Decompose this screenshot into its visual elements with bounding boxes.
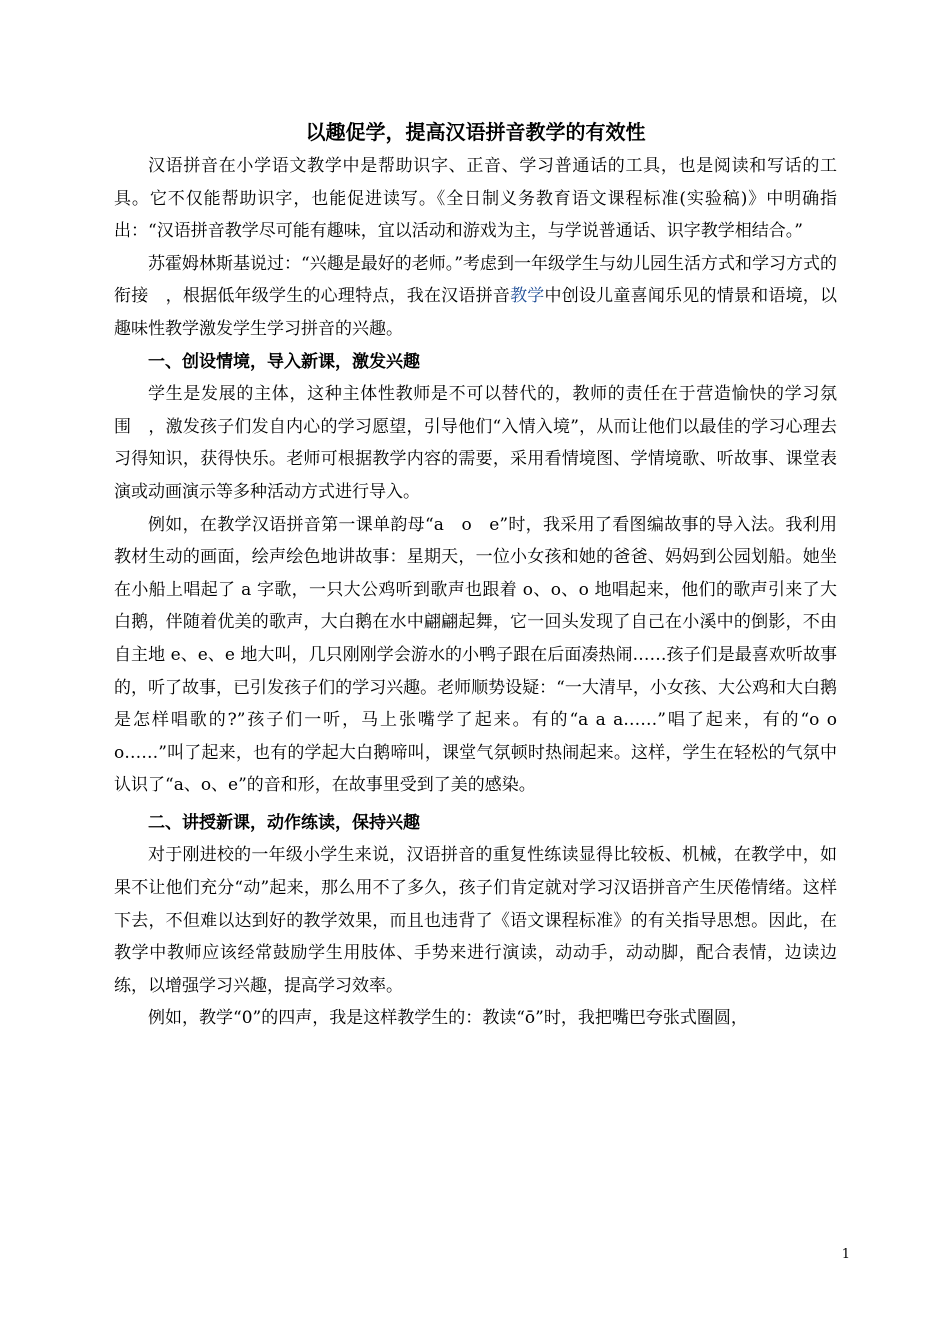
paragraph-section1-example: 例如，在教学汉语拼音第一课单韵母“a o e”时，我采用了看图编故事的导入法。我利用教材生动的画面，绘声绘色地讲故事：星期天，一位小女孩和她的爸爸、妈妈到公园划船。她坐在小船上唱起了 a 字歌，一只大公鸡听到歌声也跟着 o、o、o 地唱起来，他们的歌声引来了大白鹅，伴随着优美的歌声，大白鹅在水中翩翩起舞，它一回头发现了自己在小溪中的倒影，不由自主地 e、e、e 地大叫，几只刚刚学会游水的小鸭子跟在后面凑热闹……孩子们是最喜欢听故事的，听了故事，已引发孩子们的学习兴趣。老师顺势设疑：“一大清早，小女孩、大公鸡和大白鹅是怎样唱歌的?”孩子们一听，马上张嘴学了起来。有的“a a a……”唱了起来，有的“o o o……”叫了起来，也有的学起大白鹅啼叫，课堂气氛顿时热闹起来。这样，学生在轻松的气氛中认识了“a、o、e”的音和形，在故事里受到了美的感染。	[114, 514, 837, 796]
document-body	[114, 150, 837, 1035]
section-heading-2: 二、讲授新课，动作练读，保持兴趣	[148, 812, 420, 833]
paragraph-interest-text-after: 中创设儿童喜闻乐见的情景和语境，以趣味性教学激发学生学习拼音的兴趣。	[114, 286, 838, 339]
paragraph-section2-example: 例如，教学“0”的四声，我是这样教学生的：教读“ō”时，我把嘴巴夸张式圈圆，	[148, 1008, 748, 1029]
paragraph-section2-main: 对于刚进校的一年级小学生来说，汉语拼音的重复性练读显得比较板、机械，在教学中，如果不让他们充分“动”起来，那么用不了多久，孩子们肯定就对学习汉语拼音产生厌倦情绪。这样下去，不但难以达到好的教学效果，而且也违背了《语文课程标准》的有关指导思想。因此，在教学中教师应该经常鼓励学生用肢体、手势来进行演读，动动手，动动脚，配合表情，边读边练，以增强学习兴趣，提高学习效率。	[114, 845, 837, 996]
page-number: 1	[841, 1247, 850, 1262]
paragraph-intro: 汉语拼音在小学语文教学中是帮助识字、正音、学习普通话的工具，也是阅读和写话的工具。它不仅能帮助识字，也能促进读写。《全日制义务教育语文课程标准(实验稿)》中明确指出：“汉语拼音教学尽可能有趣味，宜以活动和游戏为主，与学说普通话、识字教学相结合。”	[114, 156, 837, 242]
paragraph-section1-main: 学生是发展的主体，这种主体性教师是不可以替代的，教师的责任在于营造愉快的学习氛围 ，激发孩子们发自内心的学习愿望，引导他们“入情入境”，从而让他们以最佳的学习心理去习得知识，获得快乐。老师可根据教学内容的需要，采用看情境图、学情境歌、听故事、课堂表演或动画演示等多种活动方式进行导入。	[114, 384, 837, 502]
paragraph-interest-text-before: 苏霍姆林斯基说过：“兴趣是最好的老师。”考虑到一年级学生与幼儿园生活方式和学习方式的衔接 ，根据低年级学生的心理特点，我在汉语拼音	[114, 253, 837, 307]
section-heading-1: 一、创设情境，导入新课，激发兴趣	[148, 351, 420, 372]
document-title: 以趣促学，提高汉语拼音教学的有效性	[305, 120, 646, 144]
teaching-link[interactable]: 教学	[510, 286, 545, 307]
paragraph-interest	[114, 248, 837, 346]
